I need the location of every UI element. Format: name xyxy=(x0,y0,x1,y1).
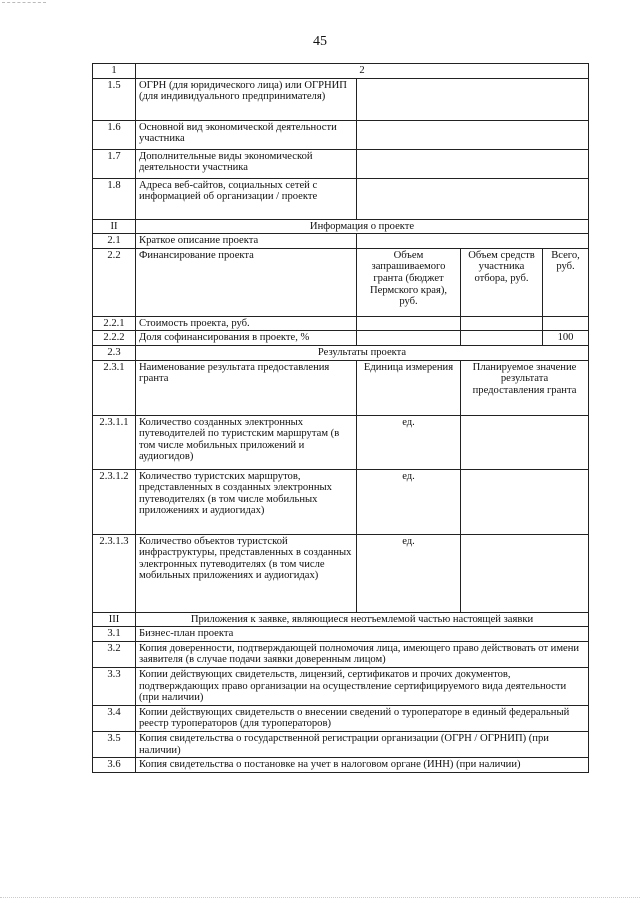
planned-value-cell[interactable] xyxy=(461,469,589,534)
row-number: 1.8 xyxy=(93,178,136,219)
row-label: Дополнительные виды экономической деятельности участника xyxy=(136,149,357,178)
appendix-row xyxy=(93,627,589,642)
row-label: Краткое описание проекта xyxy=(136,234,357,249)
own-share-cell[interactable] xyxy=(461,331,543,346)
appendix-label: Бизнес-план проекта xyxy=(136,627,589,642)
unit-cell: ед. xyxy=(357,469,461,534)
appendix-label: Копия доверенности, подтверждающей полномочия лица, имеющего право действовать от имени заявителя (в случае подачи заявки доверенным лицом) xyxy=(136,641,589,667)
table-row xyxy=(93,149,589,178)
row-number: 1.7 xyxy=(93,149,136,178)
table-row xyxy=(93,178,589,219)
section-number: II xyxy=(93,219,136,234)
financing-header-row xyxy=(93,248,589,316)
row-label: Количество туристских маршрутов, представленных в созданных электронных путеводителях (в том числе мобильных приложениях и аудиогидах) xyxy=(136,469,357,534)
table-row xyxy=(93,316,589,331)
section-header-row xyxy=(93,219,589,234)
grant-amount-cell[interactable] xyxy=(357,316,461,331)
value-cell[interactable] xyxy=(357,149,589,178)
row-number: 1.5 xyxy=(93,78,136,120)
total-header: Всего, руб. xyxy=(543,248,589,316)
appendix-row xyxy=(93,758,589,773)
appendix-label: Копия свидетельства о государственной регистрации организации (ОГРН / ОГРНИП) (при наличии) xyxy=(136,731,589,757)
row-number: 3.2 xyxy=(93,641,136,667)
unit-cell: ед. xyxy=(357,534,461,612)
planned-value-cell[interactable] xyxy=(461,534,589,612)
appendix-label: Копии действующих свидетельств о внесении сведений о туроператоре в единый федеральный реестр туроператоров (для туроператоров) xyxy=(136,705,589,731)
header-col-1: 1 xyxy=(93,64,136,79)
value-cell[interactable] xyxy=(357,178,589,219)
section-header-row xyxy=(93,345,589,360)
row-label: Количество объектов туристской инфраструктуры, представленных в созданных электронных путеводителях (в том числе мобильных приложениях и аудиогидах) xyxy=(136,534,357,612)
appendix-row xyxy=(93,667,589,705)
value-cell[interactable] xyxy=(357,120,589,149)
section-title: Приложения к заявке, являющиеся неотъемлемой частью настоящей заявки xyxy=(136,612,589,627)
results-header-row xyxy=(93,360,589,415)
row-number: 2.3.1.2 xyxy=(93,469,136,534)
row-number: 2.3.1.3 xyxy=(93,534,136,612)
row-number: 1.6 xyxy=(93,120,136,149)
row-label: Финансирование проекта xyxy=(136,248,357,316)
row-number: 3.1 xyxy=(93,627,136,642)
row-number: 2.2.2 xyxy=(93,331,136,346)
scan-edge-mark xyxy=(2,2,46,5)
planned-value-header: Планируемое значение результата предоставления гранта xyxy=(461,360,589,415)
row-number: 3.4 xyxy=(93,705,136,731)
scan-edge-mark xyxy=(0,897,640,899)
row-label: Доля софинансирования в проекте, % xyxy=(136,331,357,346)
table-row xyxy=(93,234,589,249)
unit-cell: ед. xyxy=(357,415,461,469)
row-label: Основной вид экономической деятельности участника xyxy=(136,120,357,149)
row-label: ОГРН (для юридического лица) или ОГРНИП (для индивидуального предпринимателя) xyxy=(136,78,357,120)
unit-header: Единица измерения xyxy=(357,360,461,415)
own-funds-cell[interactable] xyxy=(461,316,543,331)
application-form-table xyxy=(92,63,589,773)
row-number: 3.5 xyxy=(93,731,136,757)
row-number: 3.3 xyxy=(93,667,136,705)
planned-value-cell[interactable] xyxy=(461,415,589,469)
row-number: 2.2.1 xyxy=(93,316,136,331)
appendix-row xyxy=(93,705,589,731)
row-number: 2.1 xyxy=(93,234,136,249)
header-col-2: 2 xyxy=(136,64,589,79)
table-row xyxy=(93,331,589,346)
own-funds-header: Объем средств участника отбора, руб. xyxy=(461,248,543,316)
section-header-row xyxy=(93,612,589,627)
table-row xyxy=(93,78,589,120)
appendix-row xyxy=(93,731,589,757)
row-label: Стоимость проекта, руб. xyxy=(136,316,357,331)
section-number: III xyxy=(93,612,136,627)
grant-share-cell[interactable] xyxy=(357,331,461,346)
total-cell[interactable] xyxy=(543,316,589,331)
appendix-row xyxy=(93,641,589,667)
value-cell[interactable] xyxy=(357,78,589,120)
table-row xyxy=(93,120,589,149)
row-label: Адреса веб-сайтов, социальных сетей с информацией об организации / проекте xyxy=(136,178,357,219)
table-header-row xyxy=(93,64,589,79)
table-row xyxy=(93,415,589,469)
table-row xyxy=(93,534,589,612)
row-label: Наименование результата предоставления гранта xyxy=(136,360,357,415)
row-number: 2.2 xyxy=(93,248,136,316)
row-number: 2.3 xyxy=(93,345,136,360)
row-label: Количество созданных электронных путеводителей по туристским маршрутам (в том числе мобильных приложений и аудиогидов) xyxy=(136,415,357,469)
total-share-cell: 100 xyxy=(543,331,589,346)
page-number: 45 xyxy=(313,34,327,49)
row-number: 2.3.1 xyxy=(93,360,136,415)
row-number: 3.6 xyxy=(93,758,136,773)
subsection-title: Результаты проекта xyxy=(136,345,589,360)
table-row xyxy=(93,469,589,534)
grant-amount-header: Объем запрашиваемого гранта (бюджет Пермского края), руб. xyxy=(357,248,461,316)
appendix-label: Копии действующих свидетельств, лицензий, сертификатов и прочих документов, подтверждающих право организации на осуществление сертифицируемого вида деятельности (при наличии) xyxy=(136,667,589,705)
row-number: 2.3.1.1 xyxy=(93,415,136,469)
value-cell[interactable] xyxy=(357,234,589,249)
appendix-label: Копия свидетельства о постановке на учет в налоговом органе (ИНН) (при наличии) xyxy=(136,758,589,773)
section-title: Информация о проекте xyxy=(136,219,589,234)
